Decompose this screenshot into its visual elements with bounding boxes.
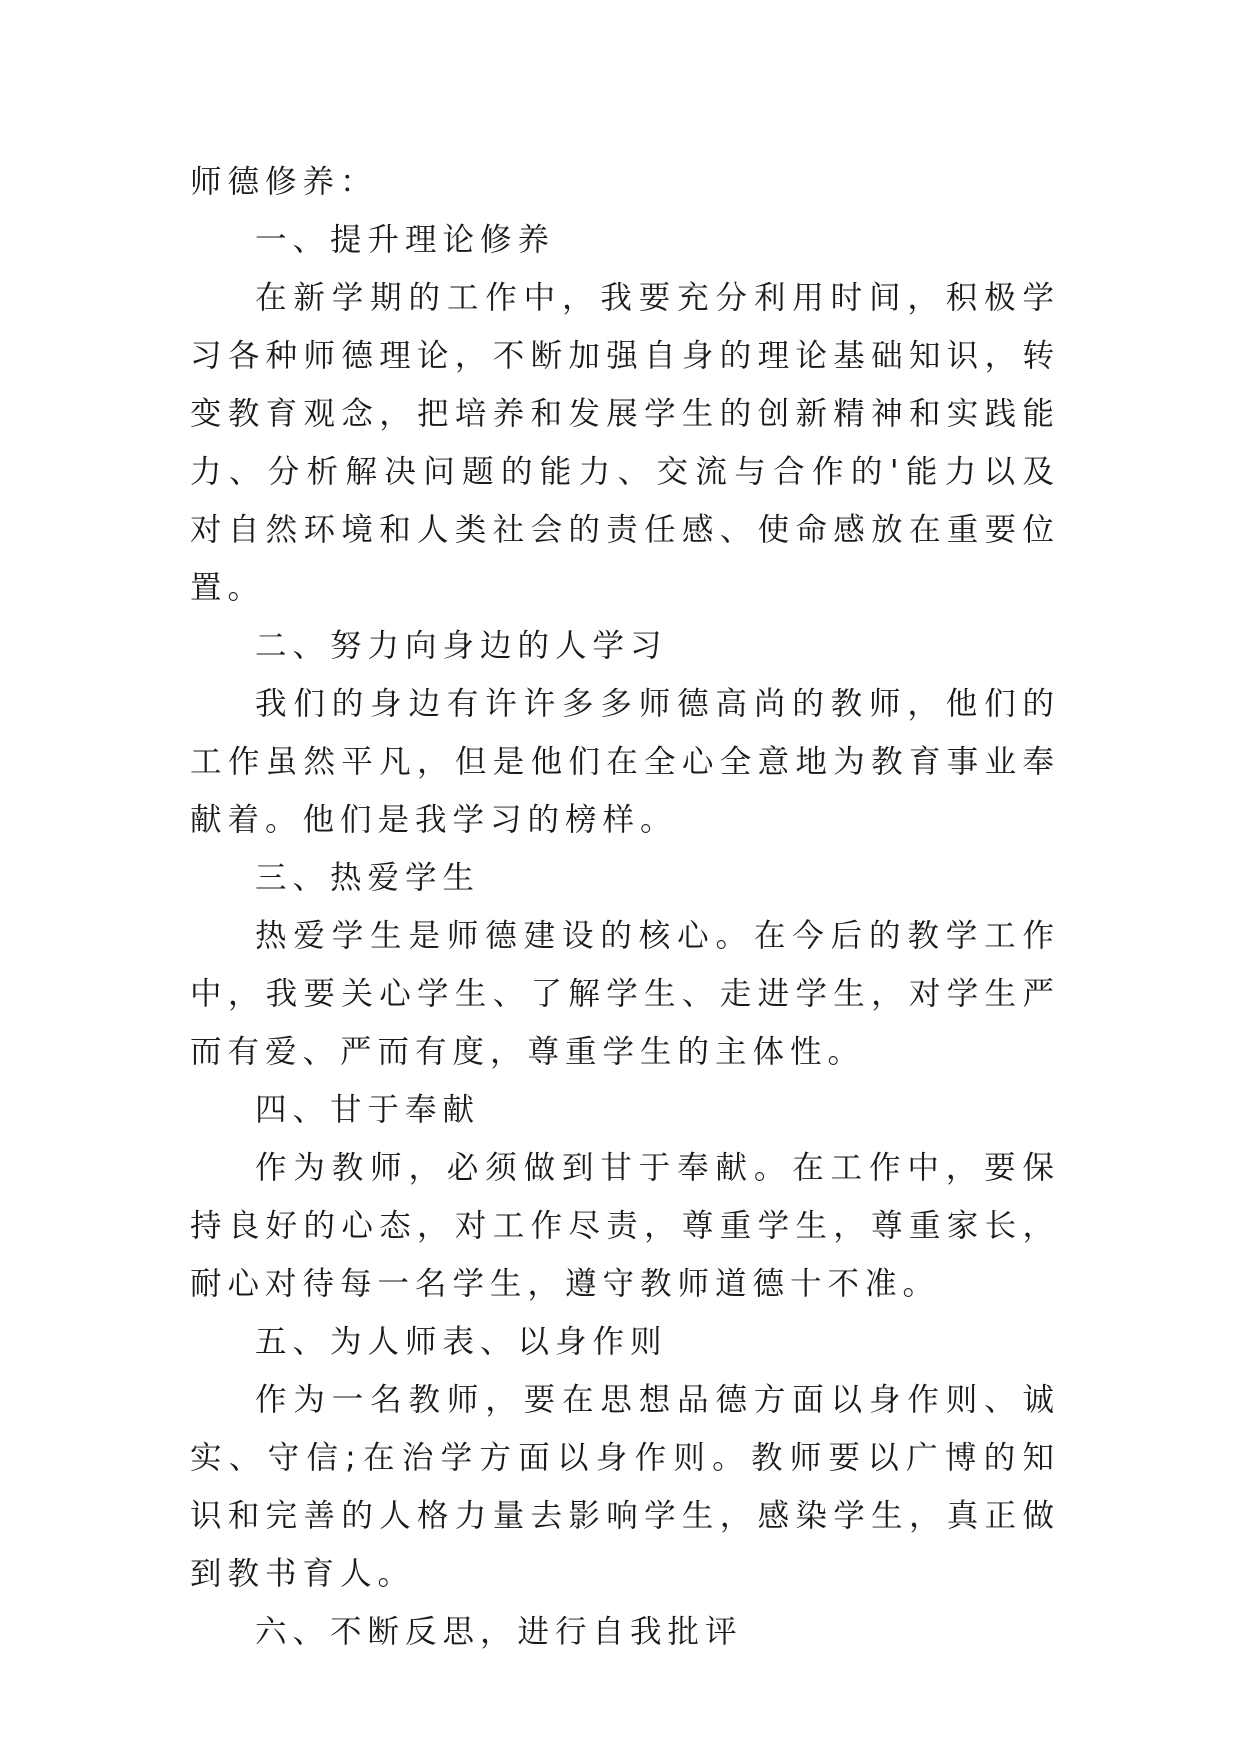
section-2-paragraph: 我们的身边有许许多多师德高尚的教师，他们的工作虽然平凡，但是他们在全心全意地为教育事业奉献着。他们是我学习的榜样。 — [190, 686, 1060, 838]
section-2-heading: 二、努力向身边的人学习 — [255, 628, 668, 664]
section-3-paragraph: 热爱学生是师德建设的核心。在今后的教学工作中，我要关心学生、了解学生、走进学生，对学生严而有爱、严而有度，尊重学生的主体性。 — [190, 918, 1060, 1070]
section-1-paragraph: 在新学期的工作中，我要充分利用时间，积极学习各种师德理论，不断加强自身的理论基础知识，转变教育观念，把培养和发展学生的创新精神和实践能力、分析解决问题的能力、交流与合作的'能力以及对自然环境和人类社会的责任感、使命感放在重要位置。 — [190, 280, 1060, 606]
section-3-heading: 三、热爱学生 — [255, 860, 481, 896]
section-1-heading: 一、提升理论修养 — [255, 222, 556, 258]
section-4-paragraph: 作为教师，必须做到甘于奉献。在工作中，要保持良好的心态，对工作尽责，尊重学生，尊重家长，耐心对待每一名学生，遵守教师道德十不准。 — [190, 1150, 1060, 1302]
section-4-heading: 四、甘于奉献 — [255, 1092, 481, 1128]
section-6-heading: 六、不断反思，进行自我批评 — [255, 1614, 743, 1650]
section-intro-heading: 师德修养： — [190, 164, 378, 200]
section-5-heading: 五、为人师表、以身作则 — [255, 1324, 668, 1360]
document-body — [190, 153, 1060, 1661]
section-5-paragraph: 作为一名教师，要在思想品德方面以身作则、诚实、守信;在治学方面以身作则。教师要以广博的知识和完善的人格力量去影响学生，感染学生，真正做到教书育人。 — [190, 1382, 1060, 1592]
